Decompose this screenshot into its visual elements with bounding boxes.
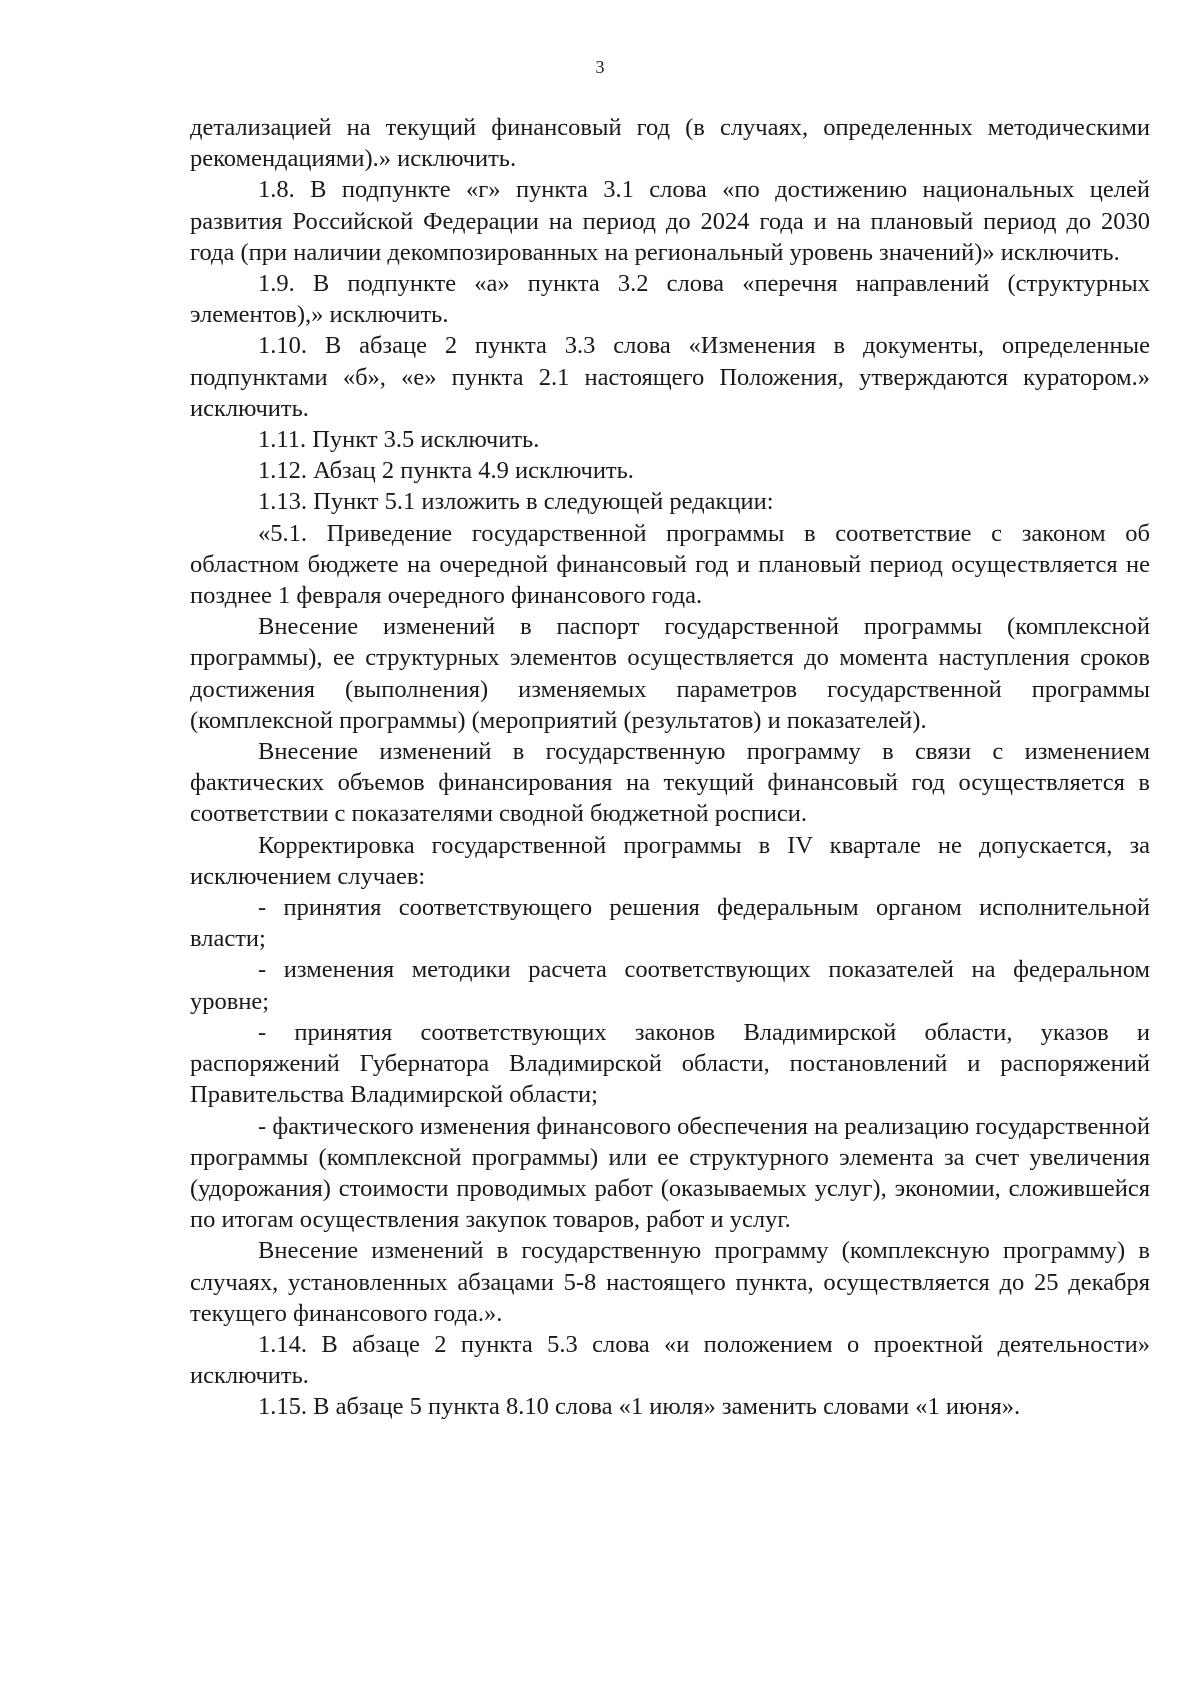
paragraph-financing-changes: Внесение изменений в государственную программу в связи с изменением фактических объемов финансирования на текущий финансовый год осуществляется в соответствии с показателями сводной бюджетной росписи. — [190, 738, 1150, 828]
paragraph-item-1-10: 1.10. В абзаце 2 пункта 3.3 слова «Изменения в документы, определенные подпунктами «б», «е» пункта 2.1 настоящего Положения, утверждаются куратором.» исключить. — [190, 332, 1150, 422]
list-item-regional-laws: - принятия соответствующих законов Владимирской области, указов и распоряжений Губернатора Владимирской области, постановлений и распоряжений Правительства Владимирской области; — [190, 1018, 1150, 1109]
list-item-federal-decision: - принятия соответствующего решения федеральным органом исполнительной власти; — [190, 894, 1150, 953]
paragraph-deadline: Внесение изменений в государственную программу (комплексную программу) в случаях, установленных абзацами 5-8 настоящего пункта, осуществляется до 25 декабря текущего финансового года.». — [190, 1237, 1150, 1327]
paragraph-item-1-14: 1.14. В абзаце 2 пункта 5.3 слова «и положением о проектной деятельности» исключить. — [190, 1330, 1150, 1390]
paragraph-item-1-11: 1.11. Пункт 3.5 исключить. — [258, 426, 540, 454]
paragraph-item-1-12: 1.12. Абзац 2 пункта 4.9 исключить. — [258, 457, 634, 485]
paragraph-item-1-9: 1.9. В подпункте «а» пункта 3.2 слова «перечня направлений (структурных элементов),» исключить. — [190, 270, 1150, 329]
list-item-financial-change: - фактического изменения финансового обеспечения на реализацию государственной программы (комплексной программы) или ее структурного элемента за счет увеличения (удорожания) стоимости проводимых работ (оказываемых услуг), экономии, сложившейся по итогам осуществления закупок товаров, работ и услуг. — [190, 1112, 1150, 1234]
list-item-methodology-change: - изменения методики расчета соответствующих показателей на федеральном уровне; — [190, 956, 1150, 1015]
paragraph-continuation: детализацией на текущий финансовый год (в случаях, определенных методическими рекомендациями).» исключить. — [190, 114, 1150, 173]
paragraph-item-1-15: 1.15. В абзаце 5 пункта 8.10 слова «1 июля» заменить словами «1 июня». — [258, 1393, 1021, 1421]
document-body — [190, 112, 1150, 1423]
paragraph-item-1-8: 1.8. В подпункте «г» пункта 3.1 слова «по достижению национальных целей развития Российской Федерации на период до 2024 года и на плановый период до 2030 года (при наличии декомпозированных на региональный уровень значений)» исключить. — [190, 176, 1150, 266]
paragraph-q4-correction: Корректировка государственной программы в IV квартале не допускается, за исключением случаев: — [190, 831, 1150, 890]
page-number: 3 — [595, 57, 605, 77]
paragraph-quote-5-1: «5.1. Приведение государственной программы в соответствие с законом об областном бюджете на очередной финансовый год и плановый период осуществляется не позднее 1 февраля очередного финансового года. — [190, 519, 1150, 610]
paragraph-item-1-13: 1.13. Пункт 5.1 изложить в следующей редакции: — [258, 488, 774, 516]
paragraph-passport-changes: Внесение изменений в паспорт государственной программы (комплексной программы), ее структурных элементов осуществляется до момента наступления сроков достижения (выполнения) изменяемых параметров государственной программы (комплексной программы) (мероприятий (результатов) и показателей). — [190, 613, 1150, 734]
